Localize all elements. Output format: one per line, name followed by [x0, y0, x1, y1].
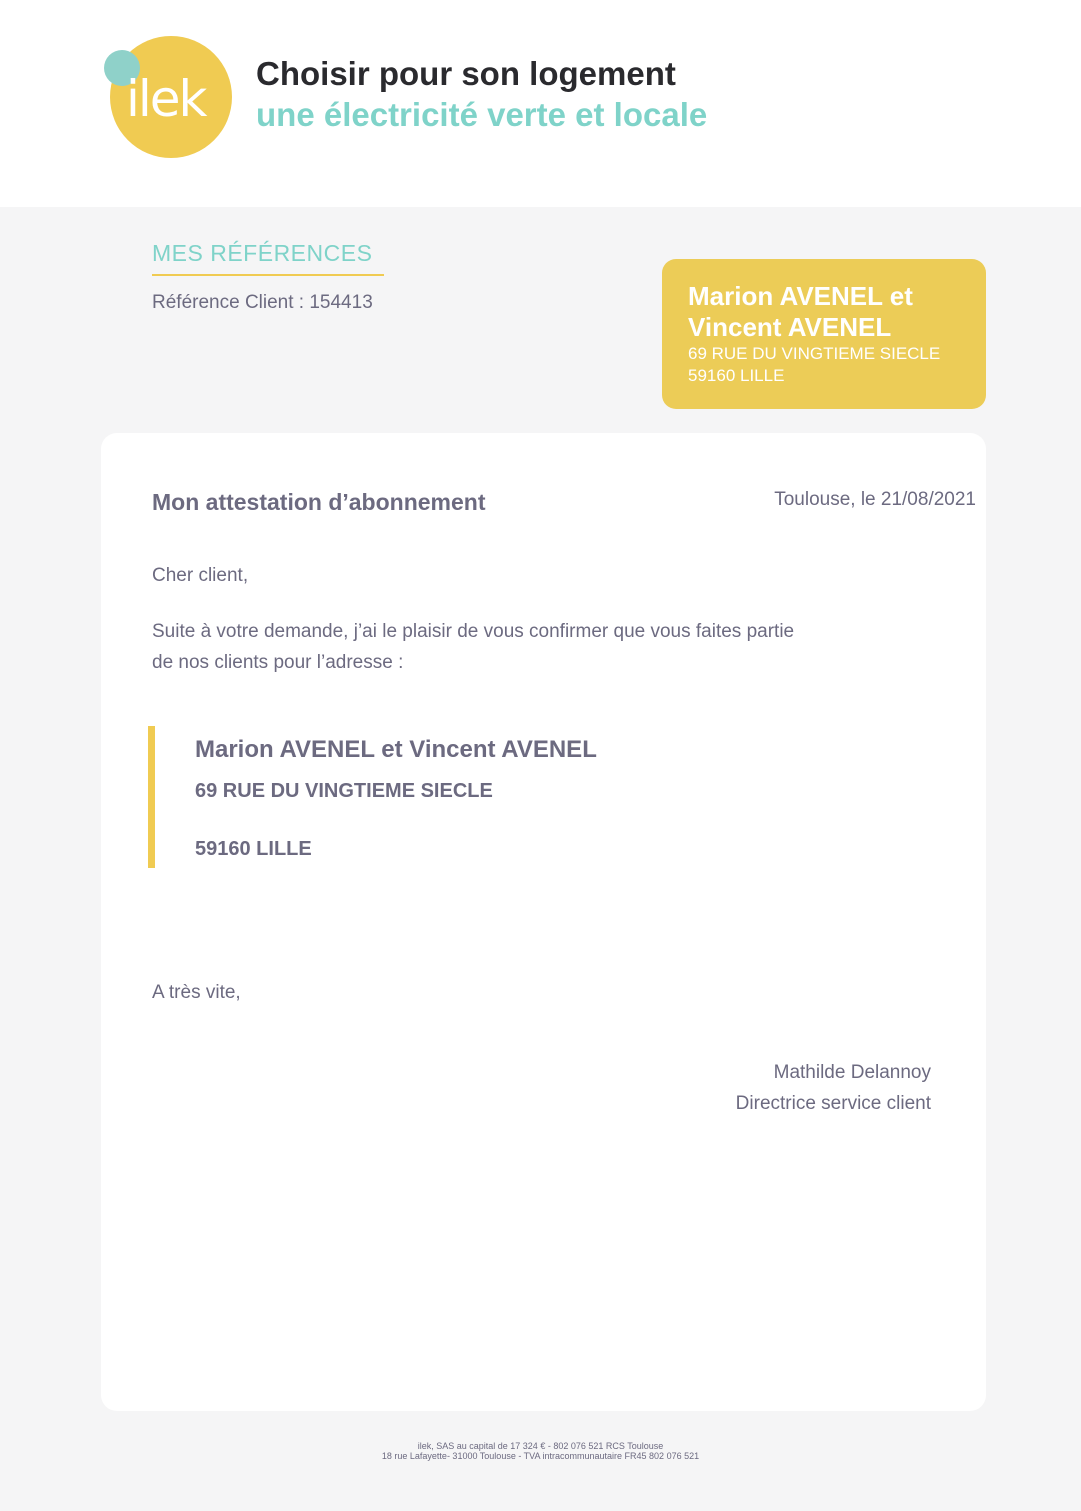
letter-body — [152, 616, 912, 678]
recipient-street: 69 RUE DU VINGTIEME SIECLE — [195, 780, 493, 802]
footer-line2: 18 rue Lafayette- 31000 Toulouse - TVA intracommunautaire FR45 802 076 521 — [381, 1451, 700, 1461]
recipient-city: 59160 LILLE — [195, 838, 312, 860]
ilek-logo — [104, 36, 234, 158]
address-card-street: 69 RUE DU VINGTIEME SIECLE — [688, 344, 941, 363]
recipient-name: Marion AVENEL et Vincent AVENEL — [195, 736, 597, 763]
letter-body-line1: Suite à votre demande, j’ai le plaisir de vous confirmer que vous faites partie — [152, 621, 795, 642]
page-footer — [0, 1441, 1081, 1461]
signatory-name: Mathilde Delannoy — [773, 1062, 931, 1083]
letter-greeting: Cher client, — [152, 565, 249, 586]
letter-date: Toulouse, le 21/08/2021 — [774, 489, 976, 510]
signature-block — [736, 1057, 931, 1119]
letter-body-line2: de nos clients pour l’adresse : — [152, 652, 404, 673]
tagline-line1: Choisir pour son logement — [256, 55, 676, 92]
page-header — [0, 0, 1081, 207]
letter-closing: A très vite, — [152, 982, 241, 1003]
footer-line1: ilek, SAS au capital de 17 324 € - 802 076 521 RCS Toulouse — [417, 1441, 664, 1451]
letter-title: Mon attestation d’abonnement — [152, 489, 486, 515]
letter-card — [101, 433, 986, 1411]
signatory-title: Directrice service client — [735, 1093, 931, 1114]
address-card-name-line2: Vincent AVENEL — [688, 312, 892, 342]
address-card-city: 59160 LILLE — [688, 366, 785, 385]
client-reference: Référence Client : 154413 — [152, 292, 373, 313]
recipient-address-block — [148, 726, 748, 868]
address-card-name-line1: Marion AVENEL et — [688, 281, 913, 311]
address-card — [662, 259, 986, 409]
logo-wordmark: ilek — [126, 70, 206, 128]
tagline-line2: une électricité verte et locale — [256, 96, 708, 133]
references-title: MES RÉFÉRENCES — [152, 240, 384, 276]
